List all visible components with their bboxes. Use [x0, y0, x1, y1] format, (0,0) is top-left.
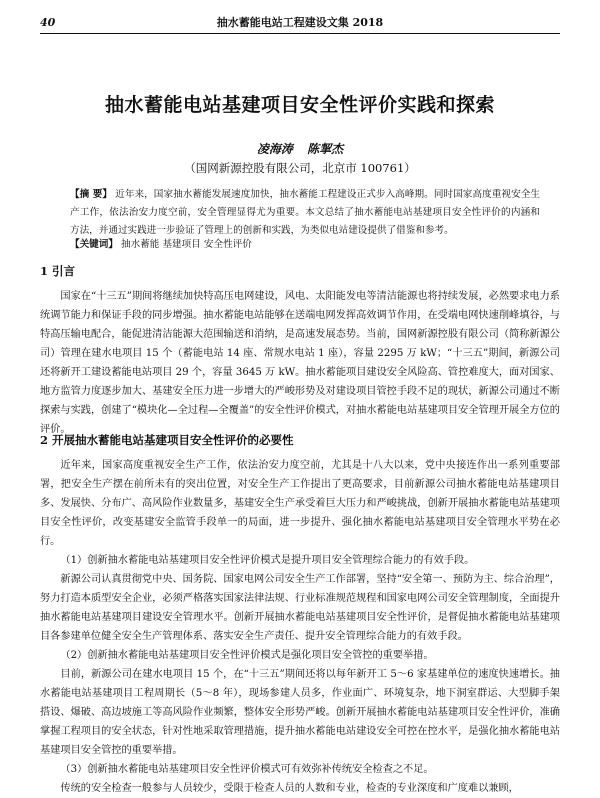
- paragraph: 国家在“十三五”期间将继续加快特高压电网建设，风电、太阳能发电等清洁能源也将持续发展，必然要求电力系统调节能力和保证手段的同步增强。抽水蓄能电站能够在送端电网发挥高效调节作用，在受端电网快速削峰填谷，与特高压输电配合，能促进清洁能源大范围输送和消纳，是高速发展态势。当前，国网新源控股有限公司（简称新源公司）管理在建水电项目 15 个（蓄能电站 14 座、常规水电站 1 座），容量 2295 万 kW；“十三五”期间，新源公司还将新开工建设蓄能电站项目 29 个，容量 3645 万 kW。抽水蓄能项目建设安全风险高、管控难度大，面对国家、地方监管力度逐步加大、基建安全压力进一步增大的严峻形势及对建设项目管控手段不足的现状，新源公司通过不断探索与实践，创建了“模块化—全过程—全覆盖”的安全性评价模式，对抽水蓄能电站基建项目安全管理开展全方位的评价。: [40, 291, 560, 435]
- keywords: [70, 236, 540, 254]
- keywords-text: 抽水蓄能 基建项目 安全性评价: [121, 239, 252, 250]
- abstract-label: 【摘 要】: [70, 189, 113, 200]
- section-1-body: [40, 287, 560, 439]
- authors: 凌海涛 陈挈杰: [256, 142, 344, 156]
- affiliation: （国网新源控股有限公司，北京市 100761）: [184, 161, 416, 175]
- section-1-heading: 1 引言: [40, 264, 76, 278]
- running-title: 抽水蓄能电站工程建设文集 2018: [216, 16, 384, 29]
- page-number: 40: [40, 16, 56, 29]
- abstract: [70, 186, 540, 240]
- abstract-text: 近年来，国家抽水蓄能发展速度加快，抽水蓄能工程建设正式步入高峰期。同时国家高度重视安全生产工作，依法治安力度空前，安全管理显得尤为重要。本文总结了抽水蓄能电站基建项目安全性评价的内涵和方法，并通过实践进一步验证了管理上的创新和实践，为类似电站建设提供了借鉴和参考。: [70, 189, 540, 236]
- section-2-heading: 2 开展抽水蓄能电站基建项目安全性评价的必要性: [40, 433, 294, 447]
- paragraph: （1）创新抽水蓄能电站基建项目安全性评价模式是提升项目安全管理综合能力的有效手段。: [60, 555, 475, 566]
- paragraph: 目前，新源公司在建水电项目 15 个，在“十三五”期间还将以每年新开工 5～6 家基建单位的速度快速增长。抽水蓄能电站基建项目工程周期长（5～8 年），现场参建人员多，作业面广、环境复杂，地下洞室群运、大型脚手架搭设、爆破、高边坡施工等高风险作业频繁，整体安全形势严峻。创新开展抽水蓄能电站基建项目安全性评价，准确掌握工程项目的安全状态，针对性地采取管理措施，提升抽水蓄能电站建设安全可控在控水平，是强化抽水蓄能电站基建项目安全管控的重要举措。: [40, 669, 560, 756]
- page-header: [40, 14, 560, 32]
- keywords-label: 【关键词】: [70, 239, 118, 250]
- paragraph: 近年来，国家高度重视安全生产工作，依法治安力度空前，尤其是十八大以来，党中央接连作出一系列重要部署，把安全生产摆在前所未有的突出位置，对安全生产工作提出了更高要求，目前新源公司抽水蓄能电站基建项目多、发展快、分布广、高风险作业数量多，基建安全生产承受着巨大压力和严峻挑战，创新开展抽水蓄能电站基建项目安全性评价，改变基建安全监管手段单一的局面，进一步提升、强化抽水蓄能电站基建项目安全管理水平势在必行。: [40, 460, 560, 547]
- header-rule: [40, 33, 560, 34]
- paragraph: 新源公司认真贯彻党中央、国务院、国家电网公司安全生产工作部署，坚持“安全第一、预防为主、综合治理”，努力打造本质型安全企业，必须严格落实国家法律法规、行业标准规范规程和国家电网公司安全管理制度，全面提升抽水蓄能电站基建项目建设安全管理水平。创新开展抽水蓄能电站基建项目安全性评价，是督促抽水蓄能电站基建项目各参建单位健全安全生产管理体系、落实安全生产责任、提升安全管理综合能力的有效手段。: [40, 574, 560, 642]
- section-2-body: [40, 456, 560, 798]
- paragraph: 传统的安全检查一般参与人员较少，受限于检查人员的人数和专业，检查的专业深度和广度难以兼顾，: [60, 783, 519, 794]
- paragraph: （3）创新抽水蓄能电站基建项目安全性评价模式可有效弥补传统安全检查之不足。: [60, 764, 434, 775]
- paragraph: （2）创新抽水蓄能电站基建项目安全性评价模式是强化项目安全管控的重要举措。: [60, 650, 434, 661]
- paper-title: 抽水蓄能电站基建项目安全性评价实践和探索: [104, 94, 495, 116]
